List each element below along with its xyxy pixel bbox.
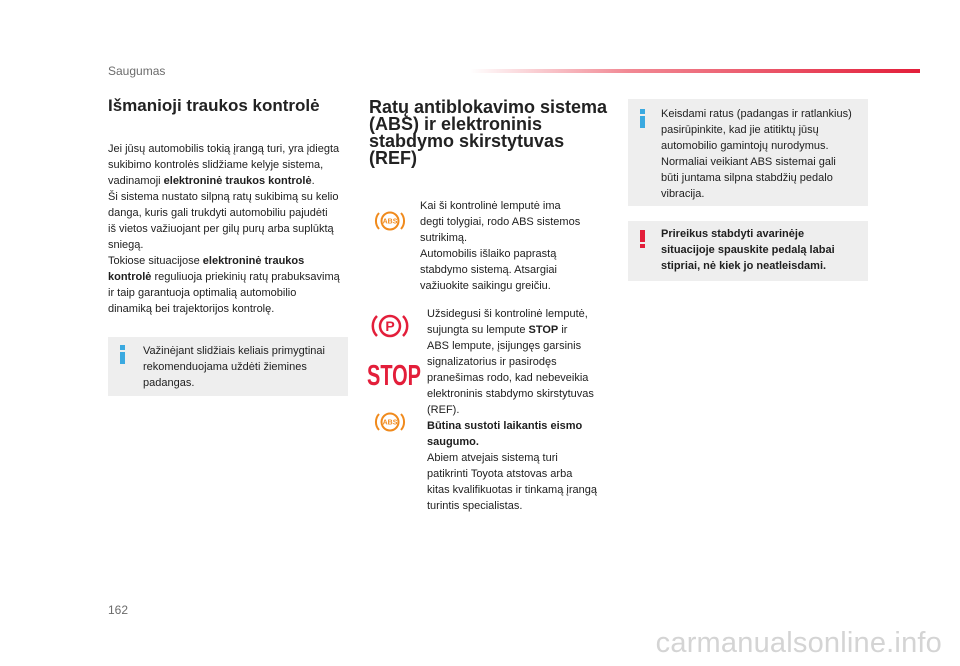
page-number: 162 (108, 603, 129, 617)
abs-lamp-text: Kai ši kontrolinė lemputė ima degti tolygiai, rodo ABS sistemos sutrikimą. Automobilis išlaiko paprastą stabdymo sistemą. Atsargiai važiuokite saikingu greičiu. (420, 200, 581, 292)
stop-lamp-icon (366, 359, 422, 392)
info-icon (640, 109, 645, 128)
header-accent-line (470, 69, 920, 73)
brake-icon-label: P (385, 318, 395, 334)
wheel-change-note-text: Keisdami ratus (padangas ir ratlankius) pasirūpinkite, kad jie atitiktų jūsų automobilio gamintojų nurodymus. Normaliai veikiant ABS sistemai gali būti juntama silpna stabdžių pedalo vibracija. (661, 108, 852, 200)
abs-icon-label-2: ABS (382, 419, 398, 427)
emergency-braking-warning (628, 221, 868, 281)
info-icon (120, 345, 125, 364)
ref-failure-text: Užsidegusi ši kontrolinė lemputė, sujungta su lempute STOP ir ABS lempute, įsijungęs garsinis signalizatorius ir pasirodęs pranešimas rodo, kad nebeveikia elektroninis stabdymo skirstytuvas (REF). Būtina sustoti laikantis eismo saugumo. Abiem atvejais sistemą turi patikrinti Toyota atstovas arba kitas kvalifikuotas ir tinkamą įrangą turintis specialistas. (427, 308, 597, 512)
winter-tyres-note-text: Važinėjant slidžiais keliais primygtinai rekomenduojama uždėti žiemines padangas. (143, 345, 325, 389)
emergency-braking-warning-text: Prireikus stabdyti avarinėje situacijoje spauskite pedalą labai stipriai, nė kiek jo neatleisdami. (661, 228, 835, 272)
wheel-change-note (628, 99, 868, 206)
stop-icon-label: STOP (367, 360, 421, 392)
traction-control-text: Jei jūsų automobilis tokią įrangą turi, yra įdiegta sukibimo kontrolės slidžiame kelyje sistema, vadinamoji elektroninė traukos kontrolė. Ši sistema nustato silpną ratų sukibimą su kelio danga, kuris gali trukdyti automobiliu pajudėti iš vietos važiuojant per gilų purų arba suplūktą sniegą. Tokiose situacijose elektroninė traukos kontrolė reguliuoja priekinių ratų prabuksavimą ir taip garantuoja optimalią automobilio dinamiką bei trajektorijos kontrolę. (108, 143, 340, 315)
section-header: Saugumas (108, 64, 166, 78)
winter-tyres-note (108, 337, 348, 396)
abs-ref-title: Ratų antiblokavimo sistema (ABS) ir elektroninis stabdymo skirstytuvas (REF) (369, 97, 608, 168)
brake-warning-lamp-icon (370, 311, 410, 341)
traction-control-title: Išmanioji traukos kontrolė (108, 96, 320, 115)
watermark: carmanualsonline.info (655, 627, 942, 659)
abs-warning-lamp-icon-2 (374, 410, 406, 434)
warning-exclamation-icon (640, 230, 645, 248)
abs-icon-label: ABS (382, 218, 398, 226)
abs-warning-lamp-icon (374, 209, 406, 233)
